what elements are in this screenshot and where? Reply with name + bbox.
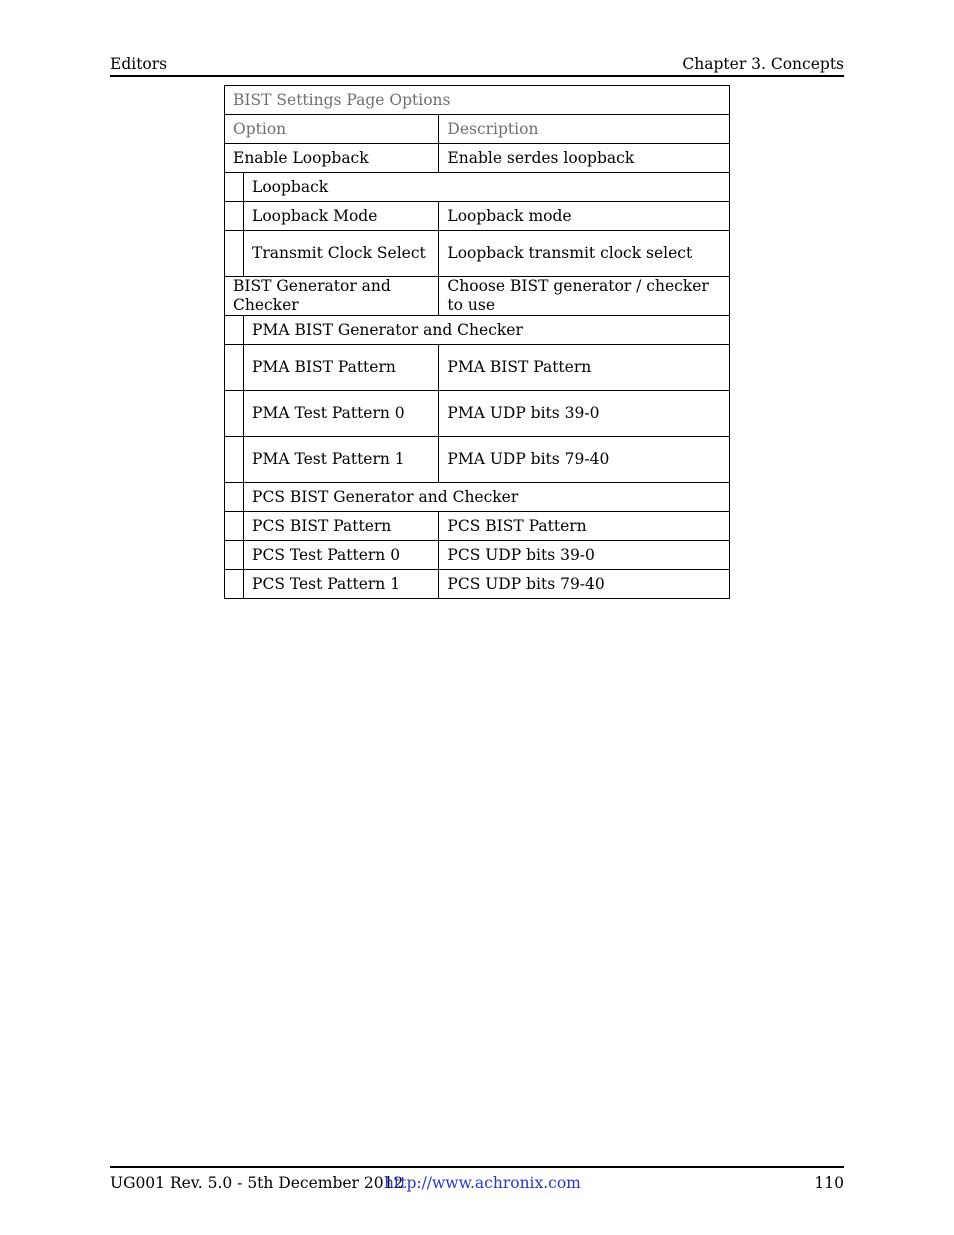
- description-cell: Enable serdes loopback: [439, 144, 730, 173]
- option-cell: PCS Test Pattern 1: [244, 570, 439, 599]
- indent-cell: [225, 345, 244, 391]
- footer-website-link[interactable]: http://www.achronix.com: [384, 1174, 581, 1192]
- table-row: [225, 391, 730, 437]
- table-caption-row: [225, 86, 730, 115]
- column-header-option: Option: [225, 115, 439, 144]
- page-number: 110: [814, 1174, 844, 1192]
- option-cell: Loopback Mode: [244, 202, 439, 231]
- table-row: [225, 570, 730, 599]
- description-cell: PMA UDP bits 79-40: [439, 437, 730, 483]
- description-cell: PMA UDP bits 39-0: [439, 391, 730, 437]
- bist-settings-table: [224, 85, 730, 599]
- description-cell: Loopback mode: [439, 202, 730, 231]
- running-header-section: Editors: [110, 55, 168, 73]
- indent-cell: [225, 512, 244, 541]
- table-row: [225, 541, 730, 570]
- section-row: [225, 173, 730, 202]
- header-rule: [110, 75, 844, 77]
- option-cell: Transmit Clock Select: [244, 231, 439, 277]
- indent-cell: [225, 231, 244, 277]
- section-row: [225, 316, 730, 345]
- indent-cell: [225, 391, 244, 437]
- indent-cell: [225, 437, 244, 483]
- table-row: [225, 231, 730, 277]
- indent-cell: [225, 570, 244, 599]
- indent-cell: [225, 483, 244, 512]
- indent-cell: [225, 316, 244, 345]
- section-label: PCS BIST Generator and Checker: [244, 483, 730, 512]
- description-cell: Loopback transmit clock select: [439, 231, 730, 277]
- section-row: [225, 483, 730, 512]
- section-label: PMA BIST Generator and Checker: [244, 316, 730, 345]
- table-row: [225, 144, 730, 173]
- column-header-description: Description: [439, 115, 730, 144]
- running-header-chapter: Chapter 3. Concepts: [682, 55, 844, 73]
- indent-cell: [225, 173, 244, 202]
- footer-rule: [110, 1166, 844, 1168]
- table-row: [225, 345, 730, 391]
- table-row: [225, 437, 730, 483]
- description-cell: PCS UDP bits 79-40: [439, 570, 730, 599]
- footer-document-id: UG001 Rev. 5.0 - 5th December 2012: [110, 1174, 404, 1192]
- description-cell: PCS BIST Pattern: [439, 512, 730, 541]
- option-cell: PMA Test Pattern 0: [244, 391, 439, 437]
- description-cell: Choose BIST generator / checker to use: [439, 277, 730, 316]
- description-cell: PCS UDP bits 39-0: [439, 541, 730, 570]
- table-row: [225, 277, 730, 316]
- option-cell: BIST Generator and Checker: [225, 277, 439, 316]
- table-caption: BIST Settings Page Options: [225, 86, 730, 115]
- option-cell: PCS BIST Pattern: [244, 512, 439, 541]
- indent-cell: [225, 202, 244, 231]
- option-cell: PCS Test Pattern 0: [244, 541, 439, 570]
- indent-cell: [225, 541, 244, 570]
- section-label: Loopback: [244, 173, 730, 202]
- description-cell: PMA BIST Pattern: [439, 345, 730, 391]
- table-row: [225, 202, 730, 231]
- option-cell: Enable Loopback: [225, 144, 439, 173]
- option-cell: PMA Test Pattern 1: [244, 437, 439, 483]
- table-row: [225, 512, 730, 541]
- table-header-row: [225, 115, 730, 144]
- option-cell: PMA BIST Pattern: [244, 345, 439, 391]
